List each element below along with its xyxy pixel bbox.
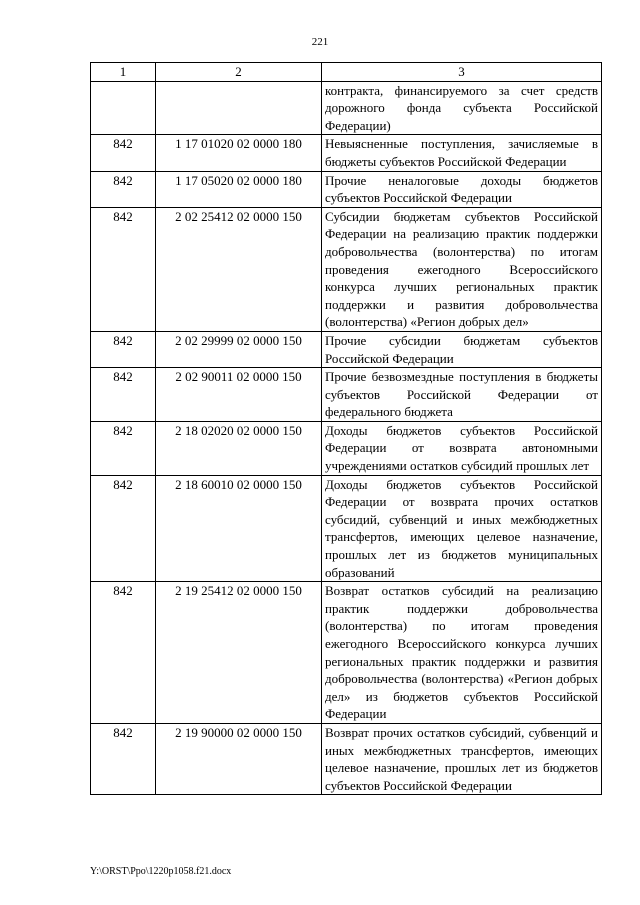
admin-code-cell: 842 xyxy=(91,171,156,207)
admin-code-cell: 842 xyxy=(91,368,156,422)
income-description-cell: Прочие субсидии бюджетам субъектов Российской Федерации xyxy=(322,331,602,367)
table-header-row xyxy=(91,63,602,82)
admin-code-cell: 842 xyxy=(91,421,156,475)
admin-code-cell: 842 xyxy=(91,582,156,724)
budget-classification-code-cell: 2 02 25412 02 0000 150 xyxy=(156,207,322,331)
income-description-cell: Доходы бюджетов субъектов Российской Федерации от возврата автономными учреждениями остатков субсидий прошлых лет xyxy=(322,421,602,475)
budget-codes-table xyxy=(90,62,602,795)
table-row xyxy=(91,475,602,582)
budget-classification-code-cell: 2 02 90011 02 0000 150 xyxy=(156,368,322,422)
table-row xyxy=(91,207,602,331)
table-row xyxy=(91,421,602,475)
income-description-cell: Субсидии бюджетам субъектов Российской Федерации на реализацию практик поддержки добровольчества (волонтерства) по итогам проведения ежегодного Всероссийского конкурса лучших региональных практик поддержки и развития добровольчества (волонтерства) «Регион добрых дел» xyxy=(322,207,602,331)
table-row xyxy=(91,331,602,367)
page-number: 221 xyxy=(311,36,329,48)
income-description-cell: Прочие безвозмездные поступления в бюджеты субъектов Российской Федерации от федерального бюджета xyxy=(322,368,602,422)
column-header-3: 3 xyxy=(322,63,602,82)
table-body xyxy=(91,81,602,795)
budget-classification-code-cell: 2 19 90000 02 0000 150 xyxy=(156,723,322,794)
table-row xyxy=(91,135,602,171)
admin-code-cell: 842 xyxy=(91,331,156,367)
income-description-cell: Возврат прочих остатков субсидий, субвенций и иных межбюджетных трансфертов, имеющих целевое назначение, прошлых лет из бюджетов субъектов Российской Федерации xyxy=(322,723,602,794)
income-description-cell: Прочие неналоговые доходы бюджетов субъектов Российской Федерации xyxy=(322,171,602,207)
budget-classification-code-cell: 2 18 02020 02 0000 150 xyxy=(156,421,322,475)
budget-classification-code-cell: 1 17 01020 02 0000 180 xyxy=(156,135,322,171)
column-header-2: 2 xyxy=(156,63,322,82)
table-row xyxy=(91,368,602,422)
income-description-cell: Доходы бюджетов субъектов Российской Федерации от возврата прочих остатков субсидий, субвенций и иных межбюджетных трансфертов, имеющих целевое назначение, прошлых лет из бюджетов муниципальных образований xyxy=(322,475,602,582)
admin-code-cell: 842 xyxy=(91,723,156,794)
budget-classification-code-cell: 2 02 29999 02 0000 150 xyxy=(156,331,322,367)
table-row xyxy=(91,81,602,135)
income-description-cell: Возврат остатков субсидий на реализацию практик поддержки добровольчества (волонтерства) по итогам проведения ежегодного Всероссийского конкурса лучших региональных практик поддержки и развития добровольчества (волонтерства) «Регион добрых дел» из бюджетов субъектов Российской Федерации xyxy=(322,582,602,724)
table-row xyxy=(91,723,602,794)
column-header-1: 1 xyxy=(91,63,156,82)
admin-code-cell: 842 xyxy=(91,135,156,171)
budget-classification-code-cell: 2 18 60010 02 0000 150 xyxy=(156,475,322,582)
admin-code-cell: 842 xyxy=(91,475,156,582)
file-path-footer: Y:\ORST\Ppo\1220p1058.f21.docx xyxy=(90,866,232,877)
budget-classification-code-cell: 1 17 05020 02 0000 180 xyxy=(156,171,322,207)
income-description-cell: контракта, финансируемого за счет средств дорожного фонда субъекта Российской Федерации) xyxy=(322,81,602,135)
table-row xyxy=(91,582,602,724)
income-description-cell: Невыясненные поступления, зачисляемые в бюджеты субъектов Российской Федерации xyxy=(322,135,602,171)
admin-code-cell xyxy=(91,81,156,135)
admin-code-cell: 842 xyxy=(91,207,156,331)
budget-classification-code-cell: 2 19 25412 02 0000 150 xyxy=(156,582,322,724)
table-row xyxy=(91,171,602,207)
budget-classification-code-cell xyxy=(156,81,322,135)
